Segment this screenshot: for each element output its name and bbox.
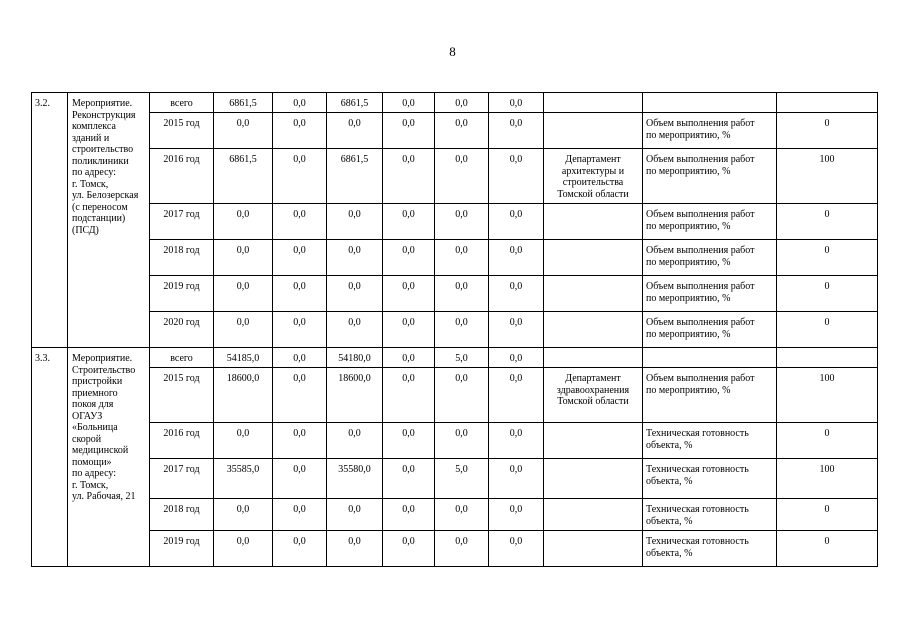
total-cell: 18600,0: [214, 368, 273, 423]
year-cell: 2019 год: [150, 276, 214, 312]
department-cell: [544, 423, 643, 459]
year-cell: 2019 год: [150, 531, 214, 567]
indicator-value: 0: [777, 276, 878, 312]
indicator-cell: Техническая готовность объекта, %: [643, 499, 777, 531]
indicator-value: 0: [777, 240, 878, 276]
table-row: [32, 240, 878, 276]
indicator-value: 100: [777, 368, 878, 423]
section-number: 3.3.: [32, 348, 68, 567]
amount-cell: 0,0: [273, 312, 327, 348]
amount-cell: 0,0: [489, 348, 544, 368]
department-cell: [544, 93, 643, 113]
indicator-cell: Объем выполнения работ по мероприятию, %: [643, 204, 777, 240]
amount-cell: 0,0: [273, 149, 327, 204]
amount-cell: 0,0: [327, 276, 383, 312]
total-cell: 6861,5: [214, 149, 273, 204]
amount-cell: 5,0: [435, 348, 489, 368]
amount-cell: 0,0: [273, 459, 327, 499]
amount-cell: 0,0: [383, 348, 435, 368]
amount-cell: 0,0: [489, 499, 544, 531]
department-cell: Департамент архитектуры и строительства Томской области: [544, 149, 643, 204]
amount-cell: 0,0: [383, 531, 435, 567]
amount-cell: 0,0: [489, 149, 544, 204]
indicator-cell: Объем выполнения работ по мероприятию, %: [643, 368, 777, 423]
amount-cell: 0,0: [489, 423, 544, 459]
total-cell: 0,0: [214, 204, 273, 240]
amount-cell: 0,0: [383, 368, 435, 423]
indicator-cell: Объем выполнения работ по мероприятию, %: [643, 113, 777, 149]
indicator-value: 0: [777, 499, 878, 531]
amount-cell: 0,0: [273, 348, 327, 368]
amount-cell: 0,0: [383, 204, 435, 240]
amount-cell: 6861,5: [327, 93, 383, 113]
total-cell: 0,0: [214, 499, 273, 531]
indicator-value: 100: [777, 149, 878, 204]
section-name: Мероприятие. Строительство пристройки приемного покоя для ОГАУЗ «Больница скорой медицинской помощи» по адресу: г. Томск, ул. Рабочая, 21: [68, 348, 150, 567]
total-cell: 0,0: [214, 113, 273, 149]
indicator-value: 0: [777, 423, 878, 459]
amount-cell: 0,0: [383, 93, 435, 113]
table-row: [32, 499, 878, 531]
amount-cell: 0,0: [383, 459, 435, 499]
amount-cell: 6861,5: [327, 149, 383, 204]
amount-cell: 0,0: [489, 312, 544, 348]
amount-cell: 35580,0: [327, 459, 383, 499]
total-cell: 0,0: [214, 276, 273, 312]
indicator-value: 0: [777, 312, 878, 348]
indicator-cell: Техническая готовность объекта, %: [643, 459, 777, 499]
amount-cell: 0,0: [273, 368, 327, 423]
amount-cell: 0,0: [327, 312, 383, 348]
year-cell: 2015 год: [150, 113, 214, 149]
indicator-value: 100: [777, 459, 878, 499]
year-cell: 2017 год: [150, 459, 214, 499]
amount-cell: 0,0: [435, 531, 489, 567]
department-cell: [544, 459, 643, 499]
amount-cell: 54180,0: [327, 348, 383, 368]
amount-cell: 0,0: [273, 276, 327, 312]
table-row: [32, 531, 878, 567]
table-row: [32, 276, 878, 312]
section-number: 3.2.: [32, 93, 68, 348]
indicator-cell: Техническая готовность объекта, %: [643, 531, 777, 567]
amount-cell: 0,0: [435, 423, 489, 459]
year-cell: 2018 год: [150, 240, 214, 276]
indicator-value: 0: [777, 531, 878, 567]
table-row: [32, 93, 878, 113]
amount-cell: 0,0: [273, 93, 327, 113]
year-cell: 2016 год: [150, 149, 214, 204]
amount-cell: 0,0: [383, 149, 435, 204]
amount-cell: 18600,0: [327, 368, 383, 423]
indicator-cell: Объем выполнения работ по мероприятию, %: [643, 149, 777, 204]
amount-cell: 0,0: [435, 113, 489, 149]
amount-cell: 0,0: [435, 240, 489, 276]
indicator-cell: Объем выполнения работ по мероприятию, %: [643, 240, 777, 276]
indicator-cell: Техническая готовность объекта, %: [643, 423, 777, 459]
amount-cell: 0,0: [273, 240, 327, 276]
year-cell: 2015 год: [150, 368, 214, 423]
amount-cell: 0,0: [273, 499, 327, 531]
table-row: [32, 204, 878, 240]
amount-cell: 0,0: [383, 423, 435, 459]
amount-cell: 0,0: [273, 531, 327, 567]
table-row: [32, 368, 878, 423]
amount-cell: 0,0: [435, 368, 489, 423]
amount-cell: 0,0: [435, 93, 489, 113]
department-cell: [544, 531, 643, 567]
amount-cell: 0,0: [327, 204, 383, 240]
year-cell: всего: [150, 348, 214, 368]
amount-cell: 0,0: [327, 531, 383, 567]
year-cell: всего: [150, 93, 214, 113]
amount-cell: 0,0: [489, 240, 544, 276]
department-cell: [544, 113, 643, 149]
department-cell: [544, 348, 643, 368]
department-cell: [544, 240, 643, 276]
budget-table: [31, 92, 878, 567]
amount-cell: 0,0: [273, 204, 327, 240]
amount-cell: 0,0: [327, 423, 383, 459]
indicator-value: [777, 348, 878, 368]
amount-cell: 0,0: [489, 113, 544, 149]
amount-cell: 0,0: [327, 113, 383, 149]
amount-cell: 0,0: [489, 93, 544, 113]
amount-cell: 0,0: [383, 113, 435, 149]
year-cell: 2016 год: [150, 423, 214, 459]
total-cell: 35585,0: [214, 459, 273, 499]
total-cell: 0,0: [214, 312, 273, 348]
department-cell: Департамент здравоохранения Томской области: [544, 368, 643, 423]
indicator-cell: Объем выполнения работ по мероприятию, %: [643, 312, 777, 348]
amount-cell: 5,0: [435, 459, 489, 499]
total-cell: 0,0: [214, 423, 273, 459]
table-row: [32, 149, 878, 204]
amount-cell: 0,0: [383, 499, 435, 531]
total-cell: 6861,5: [214, 93, 273, 113]
table-row: [32, 113, 878, 149]
amount-cell: 0,0: [383, 276, 435, 312]
section-name: Мероприятие. Реконструкция комплекса зданий и строительство поликлиники по адресу: г. Томск, ул. Белозерская (с переносом подстанции) (ПСД): [68, 93, 150, 348]
year-cell: 2017 год: [150, 204, 214, 240]
amount-cell: 0,0: [489, 531, 544, 567]
table-row: [32, 423, 878, 459]
amount-cell: 0,0: [489, 204, 544, 240]
amount-cell: 0,0: [435, 276, 489, 312]
indicator-value: 0: [777, 204, 878, 240]
amount-cell: 0,0: [273, 113, 327, 149]
amount-cell: 0,0: [489, 276, 544, 312]
page-number: 8: [449, 44, 456, 59]
year-cell: 2020 год: [150, 312, 214, 348]
amount-cell: 0,0: [327, 240, 383, 276]
amount-cell: 0,0: [435, 312, 489, 348]
total-cell: 0,0: [214, 240, 273, 276]
total-cell: 54185,0: [214, 348, 273, 368]
indicator-cell: [643, 93, 777, 113]
amount-cell: 0,0: [489, 368, 544, 423]
amount-cell: 0,0: [327, 499, 383, 531]
amount-cell: 0,0: [383, 240, 435, 276]
table-row: [32, 312, 878, 348]
department-cell: [544, 204, 643, 240]
year-cell: 2018 год: [150, 499, 214, 531]
department-cell: [544, 276, 643, 312]
indicator-cell: Объем выполнения работ по мероприятию, %: [643, 276, 777, 312]
department-cell: [544, 312, 643, 348]
table-row: [32, 348, 878, 368]
total-cell: 0,0: [214, 531, 273, 567]
indicator-cell: [643, 348, 777, 368]
amount-cell: 0,0: [435, 204, 489, 240]
indicator-value: [777, 93, 878, 113]
amount-cell: 0,0: [435, 149, 489, 204]
table-row: [32, 459, 878, 499]
indicator-value: 0: [777, 113, 878, 149]
amount-cell: 0,0: [273, 423, 327, 459]
department-cell: [544, 499, 643, 531]
amount-cell: 0,0: [383, 312, 435, 348]
amount-cell: 0,0: [489, 459, 544, 499]
amount-cell: 0,0: [435, 499, 489, 531]
